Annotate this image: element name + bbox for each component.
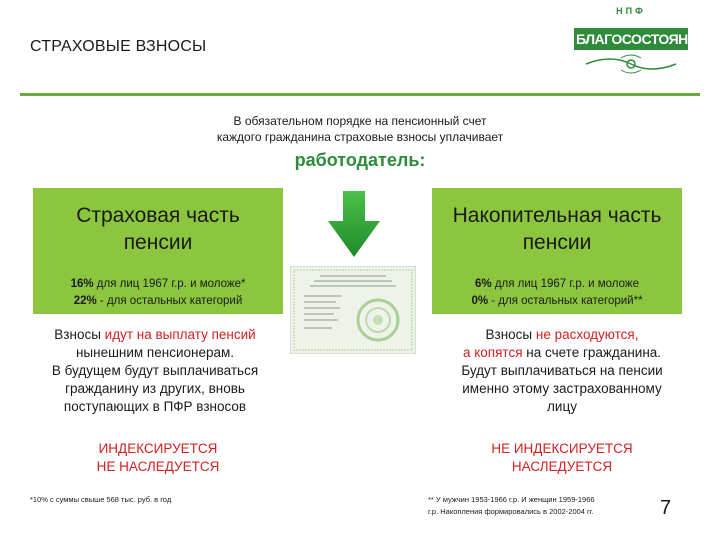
insurance-rate-1-value: 16% [70, 278, 94, 290]
funded-desc-line-4: именно этому застрахованному [462, 381, 662, 396]
footnote-left: *10% с суммы свыше 568 тыс. руб. в год [30, 495, 172, 504]
insurance-part-heading [33, 202, 283, 256]
insurance-heading-line-1: Страховая часть [76, 204, 240, 227]
funded-rate-2-value: 0% [471, 295, 489, 307]
insurance-desc-line-4: гражданину из других, вновь [65, 381, 245, 396]
slide-title: СТРАХОВЫЕ ВЗНОСЫ [30, 38, 207, 55]
funded-rate-2-text: - для остальных категорий** [488, 295, 643, 307]
funded-desc-line-3: Будут выплачиваться на пенсии [461, 363, 663, 378]
funded-desc-highlight-1: не расходуются, [535, 327, 639, 342]
logo-name: БЛАГОСОСТОЯНИЕ [574, 28, 688, 50]
insurance-status [28, 440, 288, 476]
insurance-part-box [33, 188, 283, 314]
insurance-certificate-image [290, 266, 416, 354]
funded-status-inherited: НАСЛЕДУЕТСЯ [511, 459, 613, 474]
down-arrow-icon [328, 191, 380, 257]
funded-description [427, 326, 697, 416]
funded-heading-line-1: Накопительная часть [452, 204, 662, 227]
insurance-description [20, 326, 290, 416]
funded-desc-part-4: на счете гражданина. [522, 345, 662, 360]
intro-text [170, 113, 550, 145]
employer-label: работодатель: [294, 150, 426, 170]
funded-status-indexed: НЕ ИНДЕКСИРУЕТСЯ [491, 441, 633, 456]
funded-status [432, 440, 692, 476]
funded-rate-1-value: 6% [475, 278, 492, 290]
insurance-rates [33, 276, 283, 310]
intro-line-2: каждого гражданина страховые взносы уплачивает [216, 130, 504, 144]
footnote-right-line-2: г.р. Накопления формировались в 2002-2004 гг. [428, 507, 594, 516]
logo-ornament-icon [566, 52, 696, 76]
insurance-rate-2-text: - для остальных категорий [96, 295, 243, 307]
funded-heading-line-2: пенсии [522, 231, 592, 254]
insurance-desc-part-1: Взносы [54, 327, 105, 342]
insurance-status-inherited: НЕ НАСЛЕДУЕТСЯ [96, 459, 220, 474]
funded-desc-highlight-2: а копятся [462, 345, 523, 360]
footnote-right [428, 494, 595, 518]
npf-logo [566, 4, 707, 80]
funded-desc-line-5: лицу [547, 399, 577, 414]
header-divider [20, 93, 700, 96]
insurance-rate-1-text: для лиц 1967 г.р. и моложе* [93, 278, 246, 290]
funded-rates [432, 276, 682, 310]
funded-desc-part-1: Взносы [485, 327, 536, 342]
insurance-heading-line-2: пенсии [123, 231, 193, 254]
insurance-desc-line-3: В будущем будут выплачиваться [51, 363, 259, 378]
funded-rate-1-text: для лиц 1967 г.р. и моложе [491, 278, 639, 290]
insurance-status-indexed: ИНДЕКСИРУЕТСЯ [98, 441, 218, 456]
logo-top-text: НПФ [616, 6, 646, 16]
funded-part-heading [432, 202, 682, 256]
intro-line-1: В обязательном порядке на пенсионный счет [233, 114, 487, 128]
insurance-desc-part-3: нынешним пенсионерам. [75, 345, 235, 360]
funded-part-box [432, 188, 682, 314]
insurance-desc-line-5: поступающих в ПФР взносов [63, 399, 247, 414]
footnote-right-line-1: ** У мужчин 1953-1966 г.р. И женщин 1959-1966 [428, 495, 595, 504]
insurance-desc-highlight: идут на выплату пенсий [104, 327, 256, 342]
insurance-rate-2-value: 22% [73, 295, 97, 307]
page-number: 7 [660, 497, 672, 519]
